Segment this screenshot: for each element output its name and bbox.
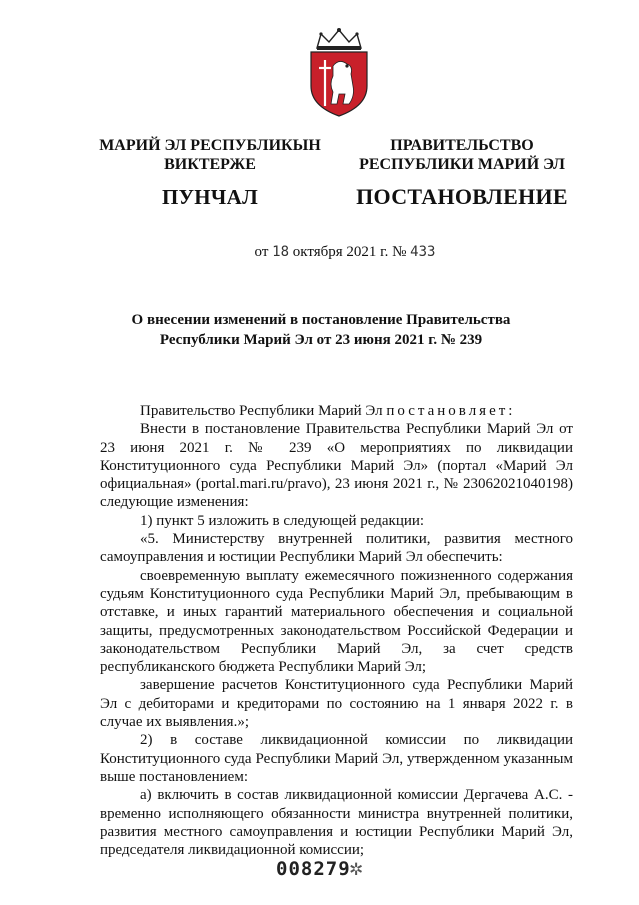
decree-intro (100, 402, 573, 420)
star-mark-icon: ✲ (349, 860, 364, 879)
title-line1: О внесении изменений в постановление Правительства (131, 312, 511, 328)
paragraph-7: а) включить в состав ликвидационной комиссии Дергачева А.С. - временно исполняющего обязанности министра внутренней политики, развития местного самоуправления и юстиции Республики Марий Эл, председателя ликвидационной комиссии; (100, 787, 573, 859)
paragraph-1: Внести в постановление Правительства Республики Марий Эл от 23 июня 2021 г. № 239 «О мероприятиях по ликвидации Конституционного суда Республики Марий Эл» (портал «Марий Эл официальная» (portal.mari.ru/pravo), 23 июня 2021 г., № 23062021040198) следующие изменения: (100, 421, 573, 511)
paragraph-5: завершение расчетов Конституционного суда Республики Марий Эл с дебиторами и кредиторами по состоянию на 1 января 2022 г. в случае их выявления.»; (100, 677, 573, 731)
serial-number: 008279 (276, 858, 351, 880)
document-title (96, 310, 546, 350)
header-left-mari (85, 136, 335, 210)
header-left-line1: МАРИЙ ЭЛ РЕСПУБЛИКЫН (99, 137, 321, 154)
header-left-doc-type: ПУНЧАЛ (161, 185, 259, 209)
date-middle: октября 2021 г. № (292, 244, 407, 260)
decree-number: 433 (410, 244, 436, 260)
header-right-russian (348, 136, 576, 210)
crown-icon (317, 28, 361, 50)
header-right-line2: РЕСПУБЛИКИ МАРИЙ ЭЛ (359, 156, 565, 173)
decree-start: Правительство Республики Марий Эл (140, 403, 383, 419)
date-line (150, 244, 540, 261)
paragraph-3: «5. Министерству внутренней политики, развития местного самоуправления и юстиции Республики Марий Эл обеспечить: (100, 531, 573, 566)
header-right-doc-type: ПОСТАНОВЛЕНИЕ (356, 184, 568, 209)
title-line2: Республики Марий Эл от 23 июня 2021 г. № 239 (159, 332, 483, 348)
paragraph-6: 2) в составе ликвидационной комиссии по ликвидации Конституционного суда Республики Марий Эл, утвержденном указанным выше постановлением: (100, 732, 573, 785)
coat-of-arms-emblem (303, 26, 375, 118)
decree-word: постановляет: (386, 403, 516, 419)
document-body (100, 402, 573, 859)
header-left-line2: ВИКТЕРЖЕ (164, 156, 256, 173)
date-prefix: от (254, 244, 269, 260)
header-right-line1: ПРАВИТЕЛЬСТВО (390, 137, 534, 154)
paragraph-4: своевременную выплату ежемесячного пожизненного содержания судьям Конституционного суда Республики Марий Эл, пребывающим в отставке, и иных гарантий материального обеспечения и социальной защиты, предусмотренных законодательством Российской Федерации и законодательством Республики Марий Эл, за счет средств республиканского бюджета Республики Марий Эл; (100, 567, 573, 676)
paragraph-2: 1) пункт 5 изложить в следующей редакции: (140, 512, 425, 529)
date-day: 18 (272, 244, 289, 260)
